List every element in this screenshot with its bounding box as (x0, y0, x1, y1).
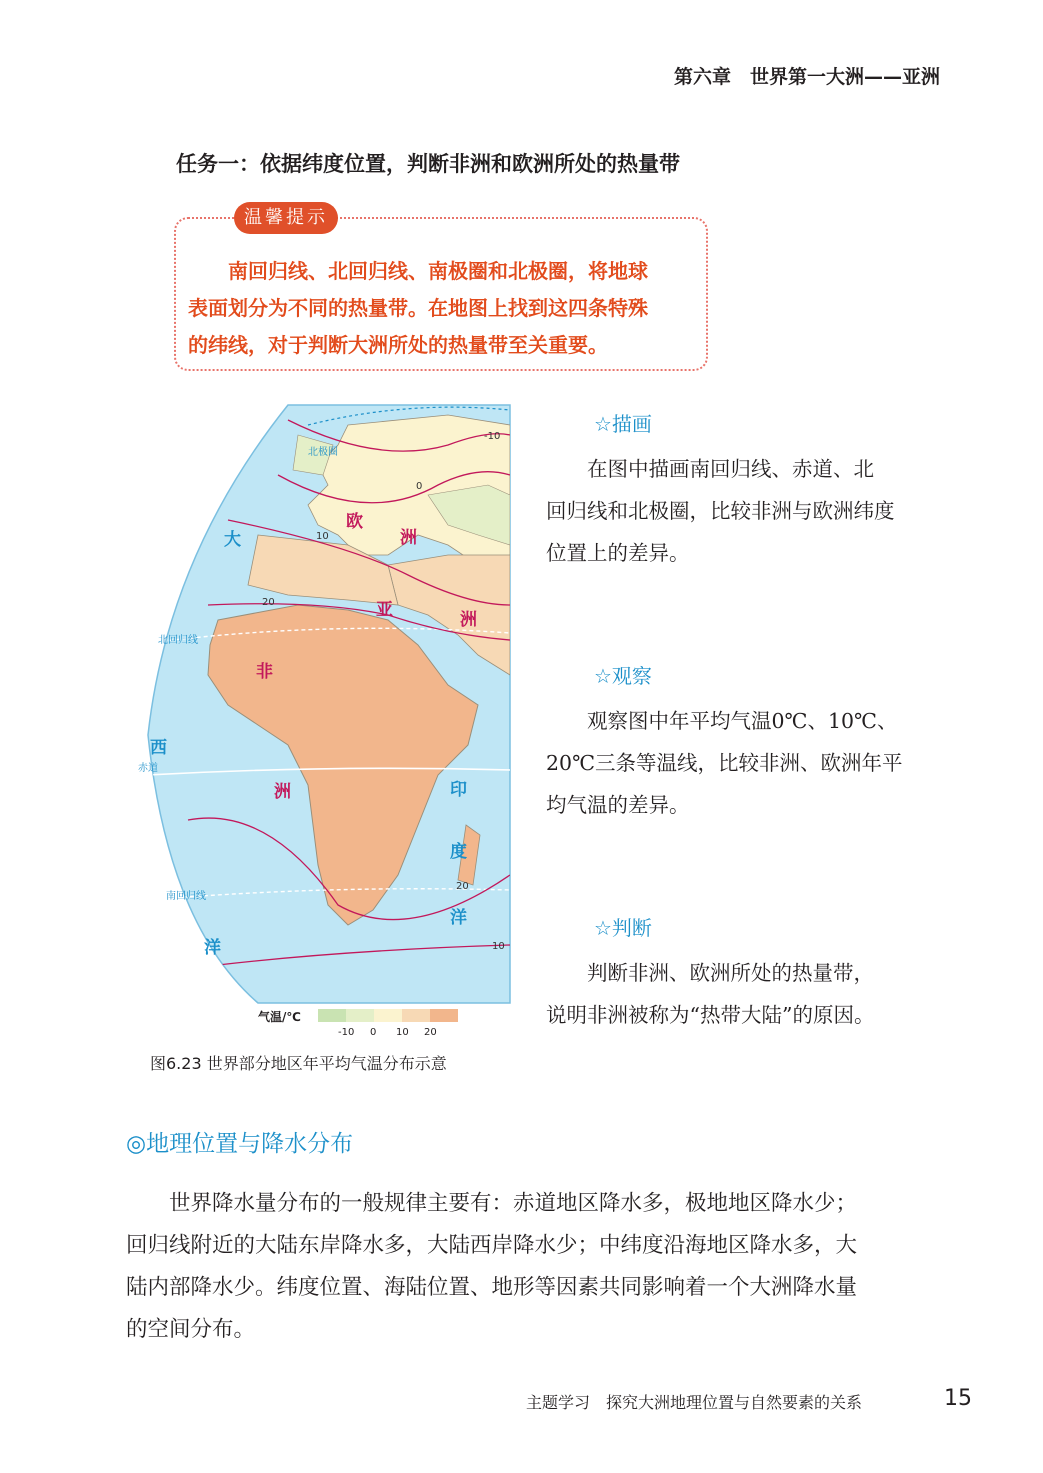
iso-label-20-south: 20 (456, 881, 469, 892)
label-tropic-south: 南回归线 (166, 891, 206, 902)
legend-tick: 20 (424, 1027, 437, 1038)
activity-line: 20℃三条等温线，比较非洲、欧洲年平 (546, 751, 903, 775)
label-indian-2: 度 (450, 842, 467, 862)
map-svg (138, 405, 510, 1040)
legend-tick: 10 (396, 1027, 409, 1038)
footer-text: 主题学习 探究大洲地理位置与自然要素的关系 (526, 1393, 863, 1412)
activity-line: 回归线和北极圈，比较非洲与欧洲纬度 (546, 499, 895, 523)
tip-line: 的纬线，对于判断大洲所处的热量带至关重要。 (188, 333, 608, 357)
temperature-map (138, 405, 510, 1040)
activity-line: 判断非洲、欧洲所处的热量带， (546, 961, 874, 985)
legend-swatch-2 (346, 1009, 374, 1022)
tip-badge: 温馨提示 (234, 202, 338, 234)
label-europe-2: 洲 (400, 528, 417, 548)
activity-line: 位置上的差异。 (546, 541, 690, 565)
legend-swatch-1 (318, 1009, 346, 1022)
figure-caption: 图6.23 世界部分地区年平均气温分布示意 (150, 1054, 447, 1073)
iso-label-20: 20 (262, 597, 275, 608)
label-tropic-north: 北回归线 (158, 635, 198, 646)
label-africa-2: 洲 (274, 782, 291, 802)
legend-title: 气温/℃ (258, 1010, 301, 1024)
body-line: 的空间分布。 (126, 1317, 256, 1342)
chapter-header: 第六章 世界第一大洲——亚洲 (673, 66, 940, 88)
page-number: 15 (944, 1386, 972, 1411)
activity-heading-draw: ☆描画 (594, 412, 652, 436)
label-europe-1: 欧 (346, 512, 363, 532)
iso-label-10-south: 10 (492, 941, 505, 952)
label-arctic: 北极圈 (308, 447, 338, 458)
activity-heading-observe: ☆观察 (594, 664, 652, 688)
tip-line: 表面划分为不同的热量带。在地图上找到这四条特殊 (188, 296, 648, 320)
body-line: 世界降水量分布的一般规律主要有：赤道地区降水多，极地地区降水少； (126, 1191, 858, 1216)
tip-line: 南回归线、北回归线、南极圈和北极圈，将地球 (188, 259, 648, 283)
label-atlantic-3: 洋 (204, 938, 221, 958)
activity-heading-judge: ☆判断 (594, 916, 652, 940)
iso-label-minus10: -10 (484, 431, 501, 442)
label-atlantic-1: 大 (224, 530, 241, 550)
legend-swatch-4 (402, 1009, 430, 1022)
label-indian-1: 印 (450, 780, 467, 800)
iso-label-0: 0 (416, 481, 423, 492)
legend-swatch-5 (430, 1009, 458, 1022)
label-africa-1: 非 (256, 662, 273, 682)
activity-line: 观察图中年平均气温0℃、10℃、 (546, 709, 898, 733)
activity-line: 在图中描画南回归线、赤道、北 (546, 457, 874, 481)
legend-swatch-3 (374, 1009, 402, 1022)
body-line: 陆内部降水少。纬度位置、海陆位置、地形等因素共同影响着一个大洲降水量 (126, 1275, 858, 1300)
legend-tick: -10 (338, 1027, 355, 1038)
activity-line: 均气温的差异。 (546, 793, 690, 817)
label-atlantic-2: 西 (150, 738, 167, 758)
label-asia-1: 亚 (376, 600, 393, 620)
label-asia-2: 洲 (460, 610, 477, 630)
label-indian-3: 洋 (450, 908, 467, 928)
body-line: 回归线附近的大陆东岸降水多，大陆西岸降水少；中纬度沿海地区降水多，大 (126, 1233, 858, 1258)
label-equator: 赤道 (138, 763, 158, 774)
legend-tick: 0 (370, 1027, 377, 1038)
task-title: 任务一：依据纬度位置，判断非洲和欧洲所处的热量带 (176, 152, 680, 176)
activity-line: 说明非洲被称为“热带大陆”的原因。 (546, 1003, 875, 1027)
iso-label-10: 10 (316, 531, 329, 542)
section-heading: ◎地理位置与降水分布 (126, 1131, 354, 1157)
